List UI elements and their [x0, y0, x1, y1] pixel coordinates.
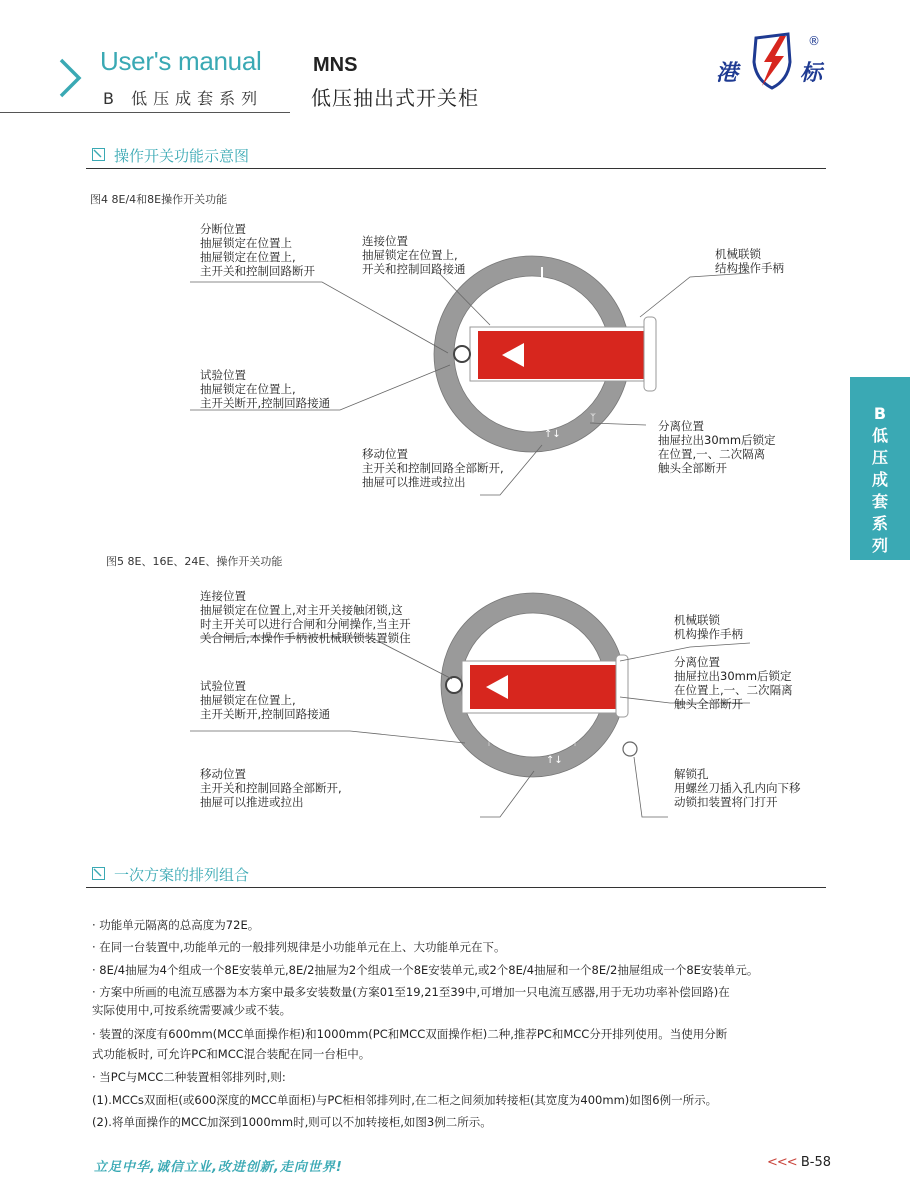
- header-divider: [0, 112, 290, 113]
- lightning-shield-icon: [750, 32, 794, 90]
- fig4-test-label: 试验位置 抽屉锁定在位置上, 主开关断开,控制回路接通: [200, 368, 331, 410]
- fig5-interlock-label: 机械联锁 机构操作手柄: [674, 613, 743, 641]
- bullet-item: · 当PC与MCC二种装置相邻排列时,则:: [92, 1070, 286, 1084]
- svg-text:ᛉ: ᛉ: [496, 413, 502, 424]
- bullet-item: · 8E/4抽屉为4个组成一个8E安装单元,8E/2抽屉为2个组成一个8E安装单元,或2个8E/4抽屉和一个8E/2抽屉组成一个8E安装单元。: [92, 963, 759, 977]
- product-title: 低压抽出式开关柜: [311, 86, 479, 110]
- bullet-item: · 方案中所画的电流互感器为本方案中最多安装数量(方案01至19,21至39中,可增加一只电流互感器,用于无功功率补偿回路)在: [92, 985, 730, 999]
- section-title-switch-function: 操作开关功能示意图: [114, 147, 250, 165]
- svg-text:↑↓: ↑↓: [544, 429, 561, 440]
- fig4-isolate-label: 分离位置 抽屉拉出30mm后锁定 在位置,一、二次隔离 触头全部断开: [658, 419, 776, 475]
- fig4-connect-label: 连接位置 抽屉锁定在位置上, 开关和控制回路接通: [362, 234, 466, 276]
- fig4-interlock-label: 机械联锁 结构操作手柄: [715, 247, 784, 275]
- chevron-right-icon: [55, 56, 85, 100]
- brand-char-right: 标: [800, 60, 823, 86]
- svg-text:ᛉ: ᛉ: [486, 737, 492, 748]
- fig5-caption: 图5 8E、16E、24E、操作开关功能: [106, 555, 283, 568]
- fig5-connect-label: 连接位置 抽屉锁定在位置上,对主开关接触闭锁,这 时主开关可以进行合闸和分闸操作,当主开 关合闸后,本操作手柄被机械联锁装置锁住: [200, 589, 411, 645]
- bullet-item: (1).MCCs双面柜(或600深度的MCC单面柜)与PC柜相邻排列时,在二柜之间须加转接柜(其宽度为400mm)如图6例一所示。: [92, 1093, 718, 1107]
- page-arrows-icon: <<<: [767, 1155, 797, 1170]
- series-subtitle: B 低压成套系列: [103, 89, 264, 108]
- bullet-item: · 装置的深度有600mm(MCC单面操作柜)和1000mm(PC和MCC双面操作柜)二种,推荐PC和MCC分开排列使用。当使用分断: [92, 1027, 728, 1041]
- page-number: [767, 1155, 831, 1170]
- side-tab-series: [850, 377, 910, 560]
- brand-char-left: 港: [716, 60, 739, 86]
- fig4-move-label: 移动位置 主开关和控制回路全部断开, 抽屉可以推进或拉出: [362, 447, 504, 489]
- fig5-isolate-label: 分离位置 抽屉拉出30mm后锁定 在位置上,一、二次隔离 触头全部断开: [674, 655, 793, 711]
- svg-text:↑↓: ↑↓: [546, 755, 563, 766]
- bullet-item: · 功能单元隔离的总高度为72E。: [92, 918, 260, 932]
- fig5-unlock-label: 解锁孔 用螺丝刀插入孔内向下移 动锁扣装置将门打开: [674, 767, 801, 809]
- section-title-arrangement: 一次方案的排列组合: [114, 866, 250, 884]
- side-tab-label: B 低 压 成 套 系 列: [871, 404, 888, 555]
- bullet-item: 式功能板时, 可允许PC和MCC混合装配在同一台柜中。: [92, 1047, 371, 1061]
- registered-mark: ®: [808, 34, 820, 48]
- fig5-move-label: 移动位置 主开关和控制回路全部断开, 抽屉可以推进或拉出: [200, 767, 342, 809]
- section-divider: [86, 168, 826, 169]
- fig4-disconnect-label: 分断位置 抽屉锁定在位置上 抽屉锁定在位置上, 主开关和控制回路断开: [200, 222, 315, 278]
- manual-title: User's manual: [100, 46, 262, 76]
- brand-logo: [716, 28, 834, 94]
- footer-slogan: 立足中华,诚信立业,改进创新,走向世界!: [94, 1160, 343, 1175]
- bullet-item: · 在同一台装置中,功能单元的一般排列规律是小功能单元在上、大功能单元在下。: [92, 940, 506, 954]
- svg-text:ᛉ: ᛉ: [590, 413, 596, 424]
- fig5-unlock-hole-icon: [623, 742, 637, 756]
- bullet-item: 实际使用中,可按系统需要减少或不装。: [92, 1003, 292, 1017]
- svg-text:ᛉ: ᛉ: [572, 737, 578, 748]
- fig5-lock-hole-icon: [446, 677, 462, 693]
- section-arrow-icon: [92, 148, 105, 161]
- section-divider: [86, 887, 826, 888]
- section-arrow-icon: [92, 867, 105, 880]
- fig4-lock-hole-icon: [454, 346, 470, 362]
- model-name: MNS: [313, 54, 358, 76]
- page-number-text: B-58: [800, 1155, 831, 1170]
- bullet-item: (2).将单面操作的MCC加深到1000mm时,则可以不加转接柜,如图3例二所示。: [92, 1115, 492, 1129]
- fig4-caption: 图4 8E/4和8E操作开关功能: [90, 193, 228, 206]
- fig5-test-label: 试验位置 抽屉锁定在位置上, 主开关断开,控制回路接通: [200, 679, 331, 721]
